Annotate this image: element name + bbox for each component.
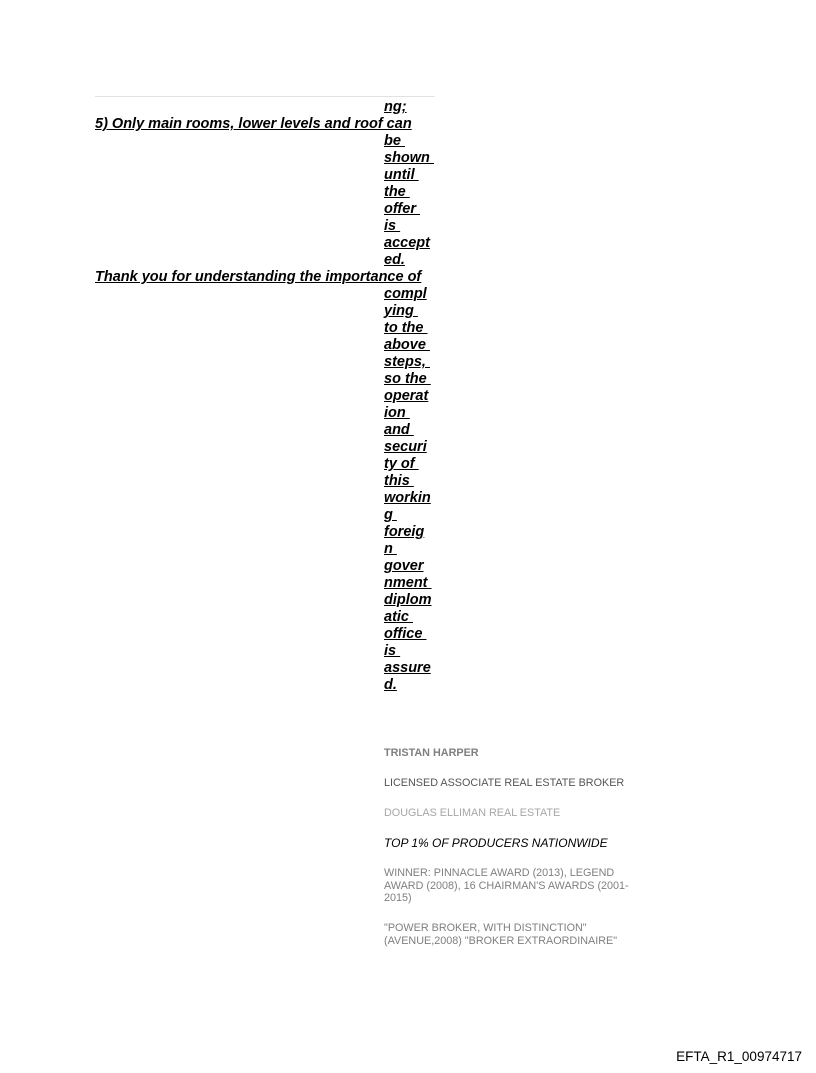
wrap-word: is [384,643,401,659]
wrap-word: workin [384,490,431,506]
wrap-word: offer [384,201,420,217]
wrap-word: shown [384,150,434,166]
signature-company: DOUGLAS ELLIMAN REAL ESTATE [384,807,561,819]
wrap-word: be [384,133,405,149]
wrap-word: n [384,541,397,557]
wrap-word: foreig [384,524,425,540]
wrap-word: until [384,167,419,183]
wrap-word: so the [384,371,431,387]
item-5-lead: 5) Only main rooms, lower levels and roof can [95,116,412,132]
wrap-word: compl [384,286,427,302]
wrap-word: diplom [384,592,432,608]
wrap-word: is [384,218,401,234]
document-id: EFTA_R1_00974717 [676,1049,802,1064]
wrap-word: and [384,422,414,438]
wrap-word: securi [384,439,427,455]
wrap-word: operat [384,388,429,404]
item-4-tail: ng; [384,99,407,115]
signature-name: TRISTAN HARPER [384,747,479,759]
wrap-word: to the [384,320,428,336]
signature-awards: WINNER: PINNACLE AWARD (2013), LEGEND AWARD (2008), 16 CHAIRMAN'S AWARDS (2001-2015) [384,867,629,904]
wrap-word: office [384,626,427,642]
wrap-word: ion [384,405,410,421]
closing-wrapped-column [384,286,432,694]
wrap-word: d. [384,677,397,693]
wrap-word: g [384,507,397,523]
signature-title: LICENSED ASSOCIATE REAL ESTATE BROKER [384,777,625,789]
wrap-word: atic [384,609,414,625]
top-divider [95,96,435,97]
wrap-word: ying [384,303,418,319]
wrap-word: ed. [384,252,405,268]
wrap-word: accept [384,235,430,251]
wrap-word: steps, [384,354,430,370]
wrap-word: above [384,337,430,353]
item-5-wrapped-column [384,133,434,269]
wrap-word: assure [384,660,431,676]
signature-press: "POWER BROKER, WITH DISTINCTION" (AVENUE,2008) "BROKER EXTRAORDINAIRE" [384,922,618,947]
wrap-word: the [384,184,410,200]
wrap-word: this [384,473,414,489]
wrap-word: ty of [384,456,419,472]
wrap-word: nment [384,575,432,591]
wrap-word: gover [384,558,424,574]
signature-tagline: TOP 1% OF PRODUCERS NATIONWIDE [384,836,608,850]
closing-lead: Thank you for understanding the importance of [95,269,422,285]
